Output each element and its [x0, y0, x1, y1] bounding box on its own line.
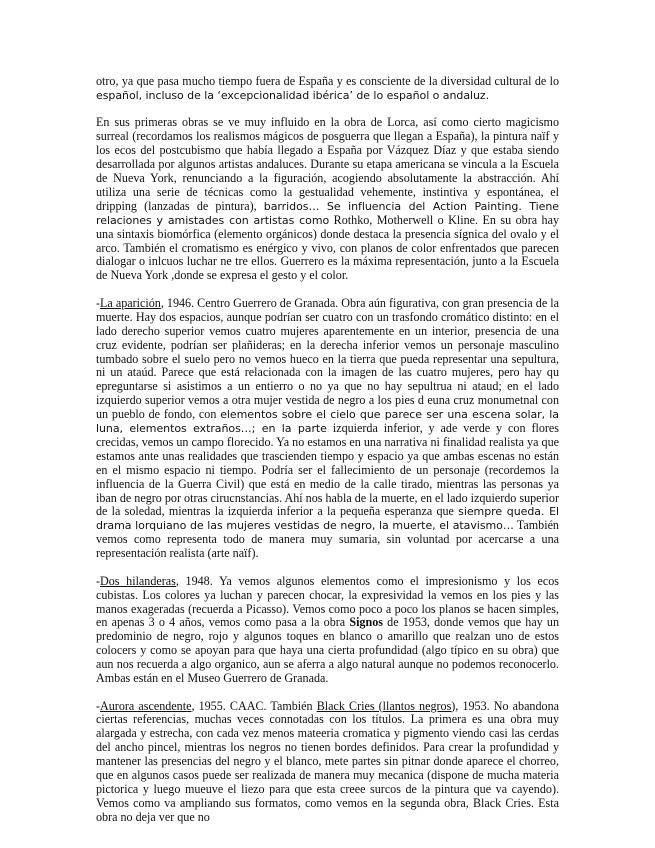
text-run: -	[96, 573, 101, 588]
text-run: 1953. No abandona ciertas referencias, muchas veces connotadas con los títulos. La primera es una obra muy alargada y estrecha, con cada vez menos mateeria cromatica y pigmento viendo casi las cerdas del ancho pincel, mientras los negros no tienen bordes definidos. Para crear la profundidad y mantener las presencias del negro y el blanco, mete partes sin pitnar donde aparece el chorreo, que en algunos casos puede ser realizada de manera muy mecanica (dispone de mucha materia pictorica y luego mueuve el liezo para que esta creee surcos de la pintura que va cayendo). Vemos como va ampliando sus formatos, como vemos en la segunda obra, Black Cries. Esta obra no deja ver que no	[96, 698, 559, 824]
text-run: -	[96, 698, 101, 713]
artwork-title: Aurora ascendente	[100, 698, 192, 713]
paragraph-aurora-ascendente	[96, 700, 559, 825]
artwork-title-bold: Signos	[349, 615, 383, 630]
paragraph-intro-continuation	[96, 75, 559, 103]
text-run: izquierda inferior, y ade verde y con flores crecidas, vemos un campo florecido. Ya no estamos en una narrativa ni finalidad realista ya que estamos ante unas realidades que trascienden tiempo y espacio ya que ambas escenas no están en el mismo espacio ni tiempo. Podría ser el fallecimiento de un personaje (recordemos la influencia de la Guerra Civil) que está en medio de la calle tirado, mientras las personas ya iban de negro por otras cirucnstancias. Ahí nos habla de la muerte, en el lado izquierdo superior de la soledad, mientras la izquierda inferior a la pequeña esperanza que	[96, 421, 559, 519]
text-run: , 1948. Ya vemos algunos elementos como el impresionismo y los ecos cubistas. Los colores ya luchan y parecen chocar, la expresividad la vemos en los pies y las manos exageradas (recuerda a Picasso). Vemos como poco a poco los planos se hacen simples, en apenas 3 o 4 años, vemos como pasa a la obra	[96, 573, 560, 630]
text-run: También vemos como representa todo de manera muy sumaria, sin voluntad por acercarse a una representación realista (arte naïf).	[96, 518, 559, 561]
text-run: de 1953, donde vemos que hay un predominio de negro, rojo y algunos toques en blanco o amarillo que realzan uno de estos colocers y como se apoyan para que haya una cierta profundidad (algo típico en su obra) que aun nos recuerda a algo organico, aun se aferra a algo natural aunque no podemos reconocerlo. Ambas están en el Museo Guerrero de Granada.	[96, 615, 560, 686]
paragraph-early-works	[96, 116, 559, 283]
text-run: barridos… Se influencia del Action Painting. Tiene relaciones y amistades con artistas como	[96, 199, 559, 227]
text-run: elementos sobre el cielo que parece ser una escena solar, la luna, elementos extraños…; en la parte	[96, 408, 559, 436]
text-run: español, incluso de la ‘excepcionalidad ibérica’ de lo español o andaluz.	[96, 88, 490, 102]
artwork-title: La aparición	[100, 295, 161, 310]
artwork-title: Black Cries (llantos negros),	[316, 698, 459, 713]
artwork-title: Dos hilanderas	[100, 573, 176, 588]
text-run: En sus primeras obras se ve muy influido en la obra de Lorca, así como cierto magicismo surreal (recordamos los realismos mágicos de posguerra que llegan a España), la pintura naïf y los ecos del postcubismo que había llegado a España por Vázquez Díaz y que estaba siendo desarrollada por algunos artistas andaluces. Durante su etapa americana se vincula a la Escuela de Nueva York, renunciando a la figuración, acogiendo absolutamente la abstracción. Ahí utiliza una serie de técnicas como la gestualidad vehemente, instintiva y espontánea, el dripping (lanzadas de pintura),	[96, 115, 559, 213]
text-run: , 1946. Centro Guerrero de Granada. Obra aún figurativa, con gran presencia de la muerte. Hay dos espacios, aunque podrían ser cuatro con un trasfondo cromático distinto: en el lado derecho superior vemos cuatro mujeres aparentemente en un interior, presencia de una cruz evidente, podrían ser plañideras; en la derecha inferior vemos un personaje masculino tumbado sobre el suelo pero no vemos hueco en la tierra que pueda representar una sepultura, ni un ataúd. Parece que está relacionada con la imagen de las cuatro mujeres, pero hay qu epreguntarse si asistimos a un entierro o no ya que no hay sepultrua ni ataud; en el lado izquierdo superior vemos a otra mujer vestida de negro a los pies d euna cruz monumetnal con un pueblo de fondo, con	[96, 295, 559, 422]
paragraph-dos-hilanderas	[96, 575, 559, 686]
text-run: , 1955. CAAC. También	[191, 698, 317, 713]
text-run: Rothko, Motherwell o Kline. En su obra hay una sintaxis biomórfica (elemento orgánicos) donde destaca la presencia sígnica del ovalo y el arco. También el cromatismo es enérgico y vivo, con planos de color enfrentados que parecen dialogar o inlcuos luchar ne tre ellos. Guerrero es la máxima representación, junto a la Escuela de Nueva York ,donde se expresa el gesto y el color.	[96, 212, 560, 283]
text-run: siempre queda. El drama lorquiano de las mujeres vestidas de negro, la muerte, el atavismo…	[96, 505, 559, 533]
paragraph-la-aparicion	[96, 297, 559, 561]
text-run: otro, ya que pasa mucho tiempo fuera de España y es consciente de la diversidad cultural de lo	[96, 74, 559, 88]
text-run: -	[96, 295, 101, 310]
